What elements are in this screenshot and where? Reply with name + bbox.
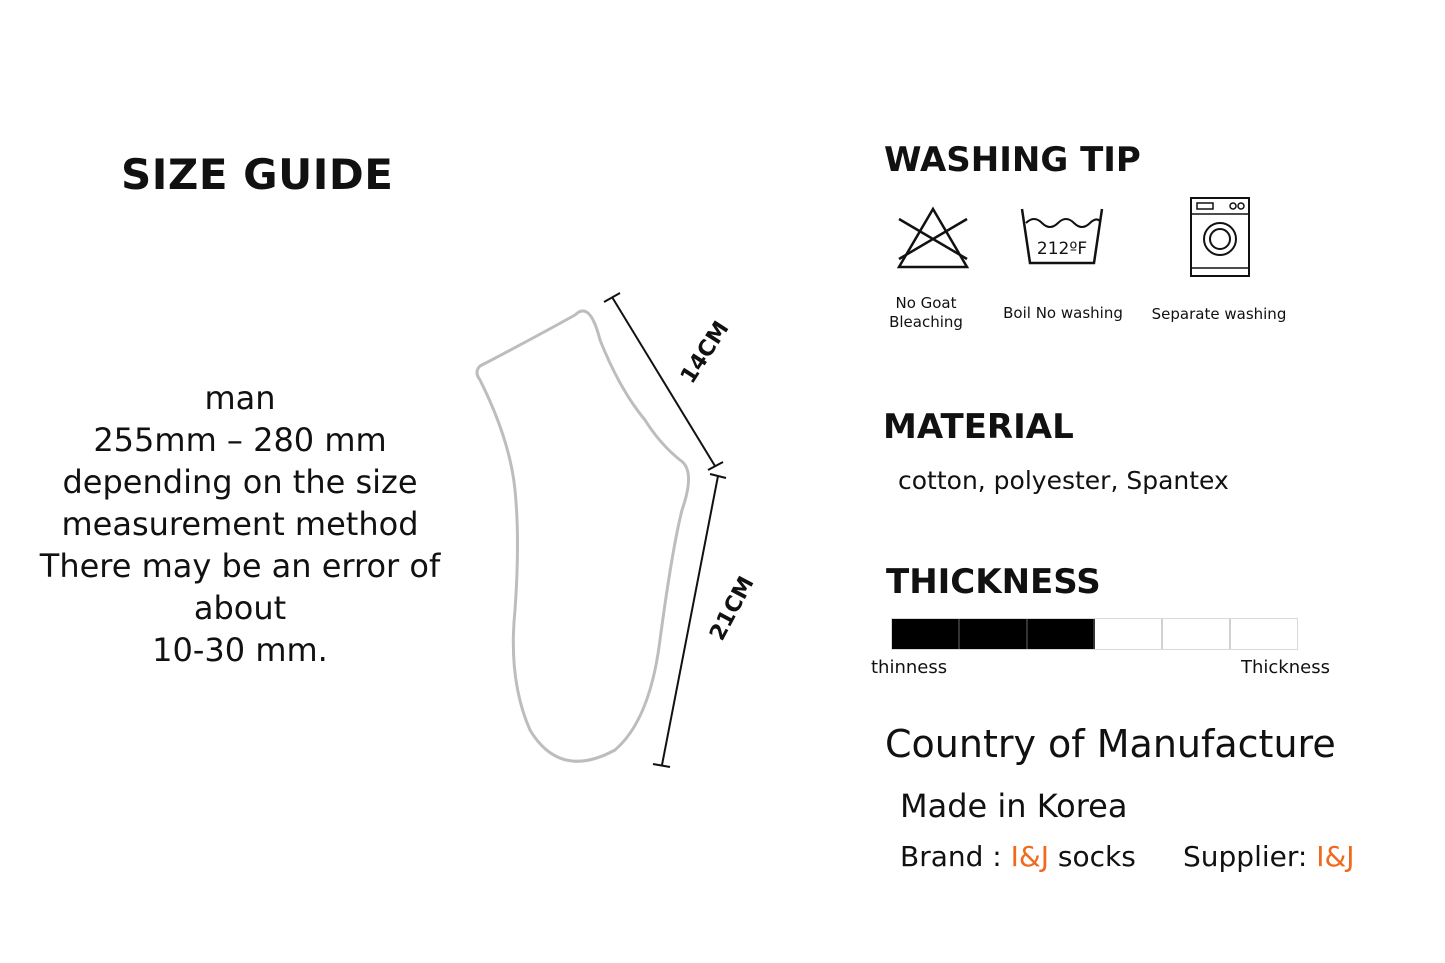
material-title: MATERIAL xyxy=(883,407,1074,447)
upper-measure-label: 14CM xyxy=(676,317,735,389)
brand-suffix: socks xyxy=(1049,840,1136,873)
boil-no-washing-label: Boil No washing xyxy=(1003,304,1123,322)
thickness-segment xyxy=(1163,619,1231,649)
washing-machine-icon xyxy=(1189,196,1251,278)
no-bleach-icon xyxy=(893,205,973,271)
label-line: Bleaching xyxy=(889,313,963,331)
no-bleach-label xyxy=(880,294,972,332)
thickness-max-label: Thickness xyxy=(1241,657,1330,678)
separate-washing-label: Separate washing xyxy=(1151,305,1287,323)
material-value: cotton, polyester, Spantex xyxy=(898,466,1229,495)
thickness-segment xyxy=(892,619,960,649)
thinness-label: thinness xyxy=(871,657,948,678)
size-guide-description xyxy=(20,377,460,671)
supplier-label: Supplier: xyxy=(1183,840,1317,873)
country-of-manufacture-title: Country of Manufacture xyxy=(885,722,1336,766)
size-line: man xyxy=(204,379,276,417)
thickness-segment xyxy=(1231,619,1297,649)
size-line: depending on the size xyxy=(62,463,418,501)
lower-measure-label: 21CM xyxy=(705,572,760,645)
sock-outline xyxy=(477,311,689,761)
brand-label: Brand : xyxy=(900,840,1011,873)
brand-line xyxy=(900,840,1136,873)
upper-measure-cap xyxy=(708,462,723,470)
brand-name: I&J xyxy=(1010,840,1049,873)
upper-measure-cap xyxy=(604,293,620,302)
thickness-segment xyxy=(1028,619,1096,649)
thickness-title: THICKNESS xyxy=(886,562,1101,602)
size-line: about xyxy=(193,589,287,627)
lower-measure-line xyxy=(662,476,718,765)
supplier-name: I&J xyxy=(1316,840,1355,873)
size-guide-title: SIZE GUIDE xyxy=(121,150,394,199)
thickness-segment xyxy=(1095,619,1163,649)
size-line: 10-30 mm. xyxy=(152,631,328,669)
country-value: Made in Korea xyxy=(900,787,1128,825)
supplier-line xyxy=(1183,840,1355,873)
size-line: There may be an error of xyxy=(39,547,441,585)
sock-diagram xyxy=(440,280,800,780)
thickness-bar xyxy=(891,618,1298,650)
wash-temp-label: 212ºF xyxy=(1036,239,1088,259)
wash-tub-icon xyxy=(1018,205,1106,267)
size-line: 255mm – 280 mm xyxy=(93,421,387,459)
thickness-segment xyxy=(960,619,1028,649)
label-line: No Goat xyxy=(895,294,957,312)
washing-tip-title: WASHING TIP xyxy=(884,140,1141,180)
size-line: measurement method xyxy=(61,505,419,543)
